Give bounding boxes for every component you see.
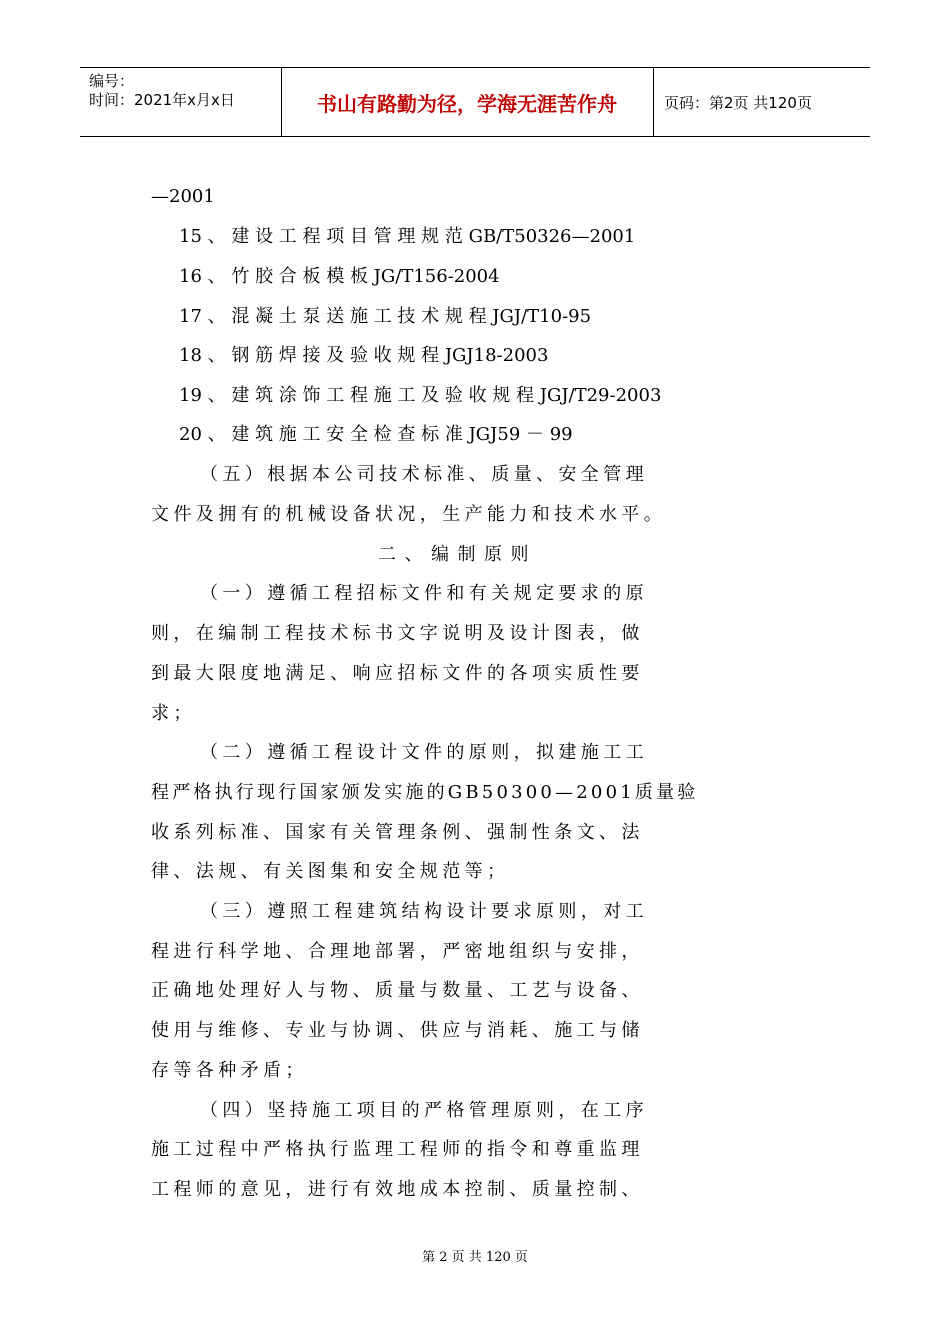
- paragraph-line: 使用与维修、专业与协调、供应与消耗、施工与储: [151, 1020, 644, 1041]
- paragraph-line: 程进行科学地、合理地部署，严密地组织与安排，: [151, 941, 644, 962]
- list-item: 19 、 建 筑 涂 饰 工 程 施 工 及 验 收 规 程 JGJ/T29-2003: [179, 385, 662, 406]
- paragraph-line: 程严格执行现行国家颁发实施的GB50300—2001质量验: [151, 782, 699, 803]
- paragraph-line: 工程师的意见，进行有效地成本控制、质量控制、: [151, 1179, 644, 1200]
- paragraph-line: （三）遵照工程建筑结构设计要求原则，对工: [200, 901, 648, 922]
- paragraph-line: 文件及拥有的机械设备状况，生产能力和技术水平。: [151, 504, 667, 525]
- paragraph-line: 正确地处理好人与物、质量与数量、工艺与设备、: [151, 980, 644, 1001]
- paragraph-line: 求；: [151, 703, 196, 724]
- header-motto: 书山有路勤为径，学海无涯苦作舟: [317, 92, 617, 116]
- list-item: 17 、 混 凝 土 泵 送 施 工 技 术 规 程 JGJ/T10-95: [179, 306, 592, 327]
- header-meta: [89, 72, 235, 110]
- list-item: 16 、 竹 胶 合 板 模 板 JG/T156-2004: [179, 266, 500, 287]
- list-item: 20 、 建 筑 施 工 安 全 检 查 标 准 JGJ59 － 99: [179, 424, 573, 445]
- time-label: 时间：2021年x月x日: [89, 91, 235, 109]
- text-line: —2001: [151, 186, 215, 207]
- paragraph-line: 施工过程中严格执行监理工程师的指令和尊重监理: [151, 1139, 644, 1160]
- paragraph-line: 到最大限度地满足、响应招标文件的各项实质性要: [151, 663, 644, 684]
- section-heading: 二、编制原则: [378, 544, 537, 565]
- list-item: 18 、 钢 筋 焊 接 及 验 收 规 程 JGJ18-2003: [179, 345, 549, 366]
- paragraph-line: （二）遵循工程设计文件的原则，拟建施工工: [200, 742, 648, 763]
- header-divider: [653, 68, 654, 136]
- paragraph-line: 则，在编制工程技术标书文字说明及设计图表，做: [151, 623, 644, 644]
- paragraph-line: 收系列标准、国家有关管理条例、强制性条文、法: [151, 822, 644, 843]
- paragraph-line: 存等各种矛盾；: [151, 1060, 308, 1081]
- page-footer: 第 2 页 共 120 页: [422, 1250, 528, 1265]
- paragraph-line: （四）坚持施工项目的严格管理原则，在工序: [200, 1100, 648, 1121]
- paragraph-line: （五）根据本公司技术标准、质量、安全管理: [200, 464, 648, 485]
- number-label: 编号：: [89, 72, 135, 90]
- page-header: [80, 67, 870, 137]
- paragraph-line: 律、法规、有关图集和安全规范等；: [151, 861, 510, 882]
- paragraph-line: （一）遵循工程招标文件和有关规定要求的原: [200, 583, 648, 604]
- page-info: 页码：第2页 共120页: [664, 94, 812, 112]
- list-item: 15 、 建 设 工 程 项 目 管 理 规 范 GB/T50326—2001: [179, 226, 636, 247]
